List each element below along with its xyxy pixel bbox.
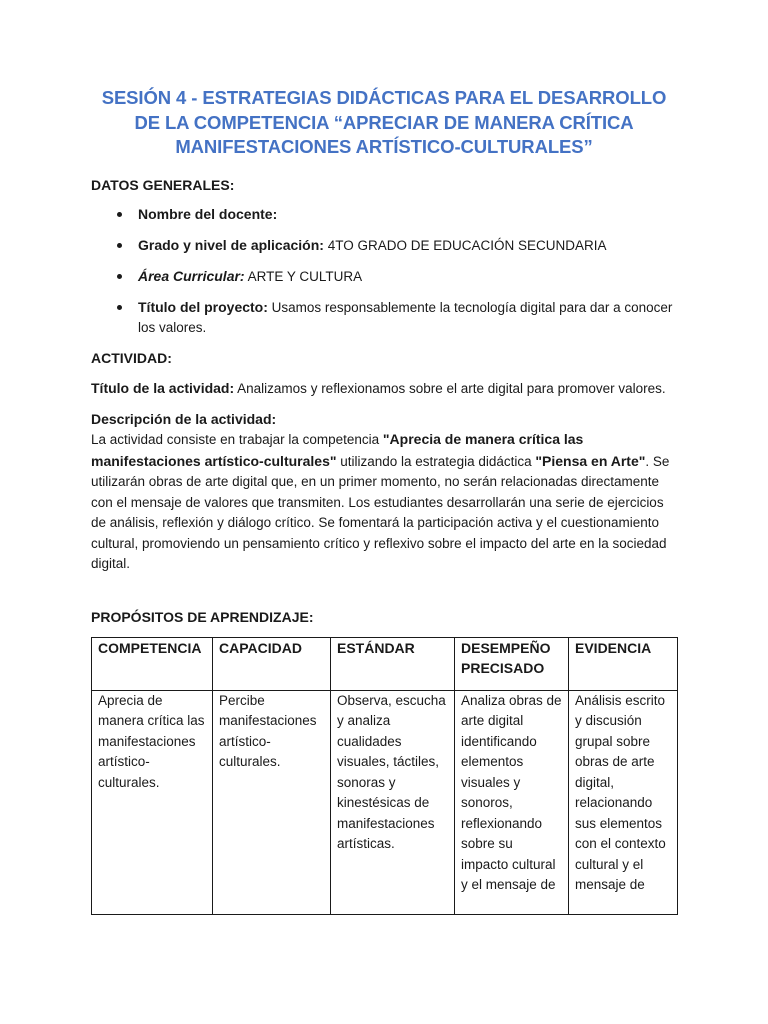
titulo-actividad-label: Título de la actividad: xyxy=(91,379,235,396)
actividad-heading: ACTIVIDAD: xyxy=(91,349,172,366)
titulo-actividad-value: Analizamos y reflexionamos sobre el arte digital para promover valores. xyxy=(237,380,666,396)
list-item-docente xyxy=(138,204,677,225)
titulo-proyecto-label: Título del proyecto: xyxy=(138,298,268,315)
grado-value: 4TO GRADO DE EDUCACIÓN SECUNDARIA xyxy=(327,237,607,253)
area-label: Área Curricular: xyxy=(138,267,245,284)
list-item-area xyxy=(138,266,677,287)
descripcion-competencia: "Aprecia de manera crítica las manifestaciones artístico-culturales" xyxy=(91,431,584,469)
titulo-actividad xyxy=(91,378,677,400)
descripcion-label: Descripción de la actividad: xyxy=(91,411,277,427)
descripcion-part3: . Se utilizarán obras de arte digital que, en un primer momento, no serán relacionadas directamente con el mensaje de valores que transmiten. Los estudiantes desarrollarán una serie de ejercicios de análisis, reflexión y diálogo crítico. Se fomentará la participación activa y el cuestionamiento cultural, promoviendo un pensamiento crítico y reflexivo sobre el impacto del arte en la sociedad digital. xyxy=(91,453,670,571)
area-value: ARTE Y CULTURA xyxy=(247,268,363,284)
cell-evidencia-text: Análisis escrito y discusión grupal sobre obras de arte digital, relacionando sus elementos con el contexto cultural y el mensaje de xyxy=(575,692,666,892)
list-item-titulo-proyecto xyxy=(138,297,677,338)
column-header-desempeno: DESEMPEÑO PRECISADO xyxy=(455,637,569,690)
descripcion-estrategia: "Piensa en Arte" xyxy=(535,452,646,469)
cell-capacidad xyxy=(213,690,331,914)
propositos-heading: PROPÓSITOS DE APRENDIZAJE: xyxy=(91,608,314,625)
cell-competencia xyxy=(92,690,213,914)
descripcion-part1: La actividad consiste en trabajar la competencia xyxy=(91,432,383,447)
titulo-proyecto-value: Usamos responsablemente la tecnología digital para dar a conocer los valores. xyxy=(138,299,673,335)
propositos-table xyxy=(91,637,678,915)
table-row xyxy=(92,690,678,914)
cell-estandar-text: Observa, escucha y analiza cualidades visuales, táctiles, sonoras y kinestésicas de manifestaciones artísticas. xyxy=(337,692,446,851)
cell-evidencia xyxy=(569,690,678,914)
cell-capacidad-text: Percibe manifestaciones artístico-culturales. xyxy=(219,692,317,769)
cell-desempeno-text: Analiza obras de arte digital identificando elementos visuales y sonoros, reflexionando sobre su impacto cultural y el mensaje de xyxy=(461,692,562,892)
table-header-row xyxy=(92,637,678,690)
grado-label: Grado y nivel de aplicación: xyxy=(138,236,324,253)
docente-label: Nombre del docente: xyxy=(138,205,278,222)
cell-estandar xyxy=(331,690,455,914)
column-header-competencia: COMPETENCIA xyxy=(92,637,213,690)
list-item-grado xyxy=(138,235,677,256)
column-header-capacidad: CAPACIDAD xyxy=(213,637,331,690)
cell-competencia-text: Aprecia de manera crítica las manifestaciones artístico-culturales. xyxy=(98,692,205,790)
datos-generales-heading: DATOS GENERALES: xyxy=(91,176,235,193)
descripcion-part2: utilizando la estrategia didáctica xyxy=(336,453,536,469)
document-title: SESIÓN 4 - ESTRATEGIAS DIDÁCTICAS PARA EL DESARROLLO DE LA COMPETENCIA “APRECIAR DE MANERA CRÍTICA MANIFESTACIONES ARTÍSTICO-CULTURALES” xyxy=(101,87,667,157)
document-page xyxy=(91,0,677,915)
column-header-evidencia: EVIDENCIA xyxy=(569,637,678,690)
cell-desempeno xyxy=(455,690,569,914)
column-header-estandar: ESTÁNDAR xyxy=(331,637,455,690)
descripcion-text xyxy=(91,429,677,575)
datos-generales-list xyxy=(91,204,677,338)
